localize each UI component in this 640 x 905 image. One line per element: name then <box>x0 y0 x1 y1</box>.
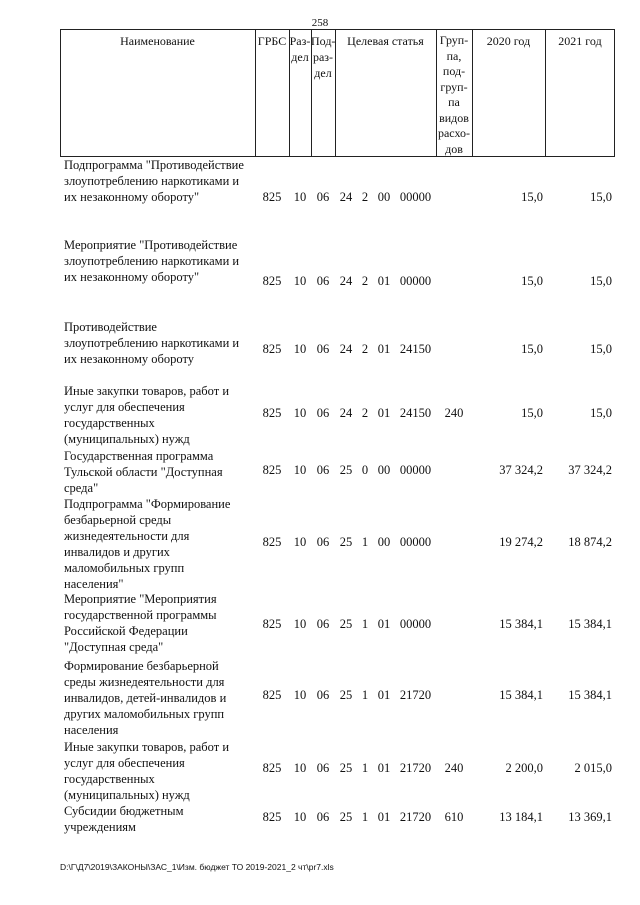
grbs-cell: 825 <box>262 810 282 824</box>
target-program-cell: 24 <box>339 406 353 420</box>
target-direction-cell: 00000 <box>399 463 432 477</box>
podrazdel-cell: 06 <box>316 342 330 356</box>
row-name: Мероприятие "Противодействие злоупотреблению наркотиками и их незаконному обороту" <box>64 238 240 284</box>
expense-type-cell: 240 <box>444 406 464 420</box>
target-subprogram-cell: 1 <box>361 810 369 824</box>
target-direction-cell: 21720 <box>399 761 432 775</box>
razdel-cell: 10 <box>293 463 307 477</box>
amount-2020-cell: 13 184,1 <box>499 810 543 824</box>
target-subprogram-cell: 1 <box>361 761 369 775</box>
razdel-cell: 10 <box>293 535 307 549</box>
amount-2021-cell: 15,0 <box>590 190 612 204</box>
amount-2020-cell: 15,0 <box>521 274 543 288</box>
amount-2021-cell: 13 369,1 <box>568 810 612 824</box>
row-name: Государственная программа Тульской области "Доступная среда" <box>64 449 223 495</box>
header-2020: 2020 год <box>486 34 531 48</box>
podrazdel-cell: 06 <box>316 535 330 549</box>
target-direction-cell: 21720 <box>399 810 432 824</box>
header-name: Наименование <box>120 34 195 48</box>
amount-2020-cell: 15 384,1 <box>499 688 543 702</box>
row-name: Иные закупки товаров, работ и услуг для обеспечения государственных (муниципальных) нужд <box>64 384 230 446</box>
row-name: Иные закупки товаров, работ и услуг для обеспечения государственных (муниципальных) нужд <box>64 740 230 802</box>
target-direction-cell: 21720 <box>399 688 432 702</box>
razdel-cell: 10 <box>293 406 307 420</box>
target-subprogram-cell: 2 <box>361 406 369 420</box>
target-subprogram-cell: 2 <box>361 342 369 356</box>
amount-2020-cell: 37 324,2 <box>499 463 543 477</box>
row-name: Противодействие злоупотреблению наркотиками и их незаконному обороту <box>64 320 240 366</box>
target-event-cell: 01 <box>377 406 391 420</box>
amount-2020-cell: 15,0 <box>521 342 543 356</box>
grbs-cell: 825 <box>262 190 282 204</box>
amount-2021-cell: 15,0 <box>590 342 612 356</box>
header-group: Груп- па, под- груп- па видов расхо- дов <box>437 33 471 156</box>
target-event-cell: 00 <box>377 463 391 477</box>
amount-2021-cell: 15,0 <box>590 274 612 288</box>
amount-2020-cell: 15,0 <box>521 406 543 420</box>
podrazdel-cell: 06 <box>316 617 330 631</box>
file-path: D:\Г\Д7\2019\ЗАКОНЫ\ЗАС_1\Изм. бюджет ТО 2019-2021_2 чт\pr7.xls <box>60 862 334 872</box>
target-program-cell: 25 <box>339 535 353 549</box>
target-program-cell: 25 <box>339 688 353 702</box>
grbs-cell: 825 <box>262 342 282 356</box>
row-name: Подпрограмма "Формирование безбарьерной среды жизнедеятельности для инвалидов и других маломобильных групп населения" <box>64 497 231 591</box>
podrazdel-cell: 06 <box>316 761 330 775</box>
target-subprogram-cell: 1 <box>361 535 369 549</box>
target-program-cell: 25 <box>339 761 353 775</box>
target-event-cell: 01 <box>377 761 391 775</box>
grbs-cell: 825 <box>262 617 282 631</box>
target-event-cell: 01 <box>377 274 391 288</box>
target-direction-cell: 24150 <box>399 406 432 420</box>
amount-2021-cell: 37 324,2 <box>568 463 612 477</box>
target-program-cell: 25 <box>339 617 353 631</box>
target-direction-cell: 00000 <box>399 274 432 288</box>
header-target: Целевая статья <box>347 34 424 48</box>
target-subprogram-cell: 0 <box>361 463 369 477</box>
header-podrazdel: Под- раз- дел <box>311 34 336 80</box>
header-2021: 2021 год <box>558 34 602 48</box>
podrazdel-cell: 06 <box>316 190 330 204</box>
razdel-cell: 10 <box>293 342 307 356</box>
amount-2020-cell: 15 384,1 <box>499 617 543 631</box>
target-event-cell: 01 <box>377 810 391 824</box>
target-event-cell: 01 <box>377 688 391 702</box>
expense-type-cell: 610 <box>444 810 464 824</box>
target-program-cell: 24 <box>339 274 353 288</box>
razdel-cell: 10 <box>293 761 307 775</box>
target-program-cell: 25 <box>339 810 353 824</box>
razdel-cell: 10 <box>293 190 307 204</box>
target-program-cell: 25 <box>339 463 353 477</box>
header-grbs: ГРБС <box>257 34 287 48</box>
podrazdel-cell: 06 <box>316 810 330 824</box>
razdel-cell: 10 <box>293 688 307 702</box>
target-event-cell: 01 <box>377 617 391 631</box>
grbs-cell: 825 <box>262 406 282 420</box>
razdel-cell: 10 <box>293 617 307 631</box>
target-program-cell: 24 <box>339 342 353 356</box>
amount-2020-cell: 15,0 <box>521 190 543 204</box>
razdel-cell: 10 <box>293 810 307 824</box>
amount-2021-cell: 15 384,1 <box>568 617 612 631</box>
amount-2020-cell: 19 274,2 <box>499 535 543 549</box>
podrazdel-cell: 06 <box>316 463 330 477</box>
target-subprogram-cell: 1 <box>361 617 369 631</box>
razdel-cell: 10 <box>293 274 307 288</box>
target-direction-cell: 00000 <box>399 535 432 549</box>
target-subprogram-cell: 2 <box>361 190 369 204</box>
amount-2021-cell: 18 874,2 <box>568 535 612 549</box>
target-direction-cell: 00000 <box>399 617 432 631</box>
expense-type-cell: 240 <box>444 761 464 775</box>
target-event-cell: 00 <box>377 535 391 549</box>
page-number: 258 <box>311 17 329 29</box>
header-razdel: Раз- дел <box>289 34 311 64</box>
target-subprogram-cell: 2 <box>361 274 369 288</box>
row-name: Субсидии бюджетным учреждениям <box>64 804 184 834</box>
grbs-cell: 825 <box>262 463 282 477</box>
target-direction-cell: 24150 <box>399 342 432 356</box>
grbs-cell: 825 <box>262 761 282 775</box>
amount-2021-cell: 2 015,0 <box>574 761 612 775</box>
target-event-cell: 00 <box>377 190 391 204</box>
grbs-cell: 825 <box>262 274 282 288</box>
row-name: Мероприятие "Мероприятия государственной программы Российской Федерации "Доступная среда" <box>64 592 217 654</box>
target-direction-cell: 00000 <box>399 190 432 204</box>
target-subprogram-cell: 1 <box>361 688 369 702</box>
amount-2021-cell: 15,0 <box>590 406 612 420</box>
grbs-cell: 825 <box>262 688 282 702</box>
amount-2021-cell: 15 384,1 <box>568 688 612 702</box>
row-name: Подпрограмма "Противодействие злоупотреблению наркотиками и их незаконному обороту" <box>64 158 244 204</box>
row-name: Формирование безбарьерной среды жизнедеятельности для инвалидов, детей-инвалидов и других маломобильных групп населения <box>64 659 227 737</box>
podrazdel-cell: 06 <box>316 274 330 288</box>
podrazdel-cell: 06 <box>316 688 330 702</box>
amount-2020-cell: 2 200,0 <box>505 761 543 775</box>
podrazdel-cell: 06 <box>316 406 330 420</box>
target-event-cell: 01 <box>377 342 391 356</box>
grbs-cell: 825 <box>262 535 282 549</box>
target-program-cell: 24 <box>339 190 353 204</box>
